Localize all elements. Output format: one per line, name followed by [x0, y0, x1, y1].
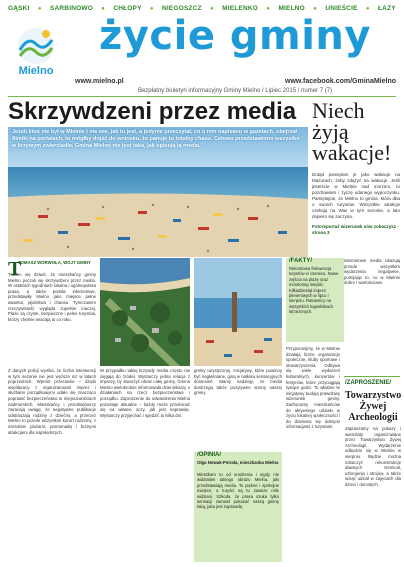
village-name: MIELNO [278, 5, 305, 12]
opinion-text: Mieszkam tu od urodzenia i nigdy nie widziałam takiego obrazu Mielna, jaki przedstawiają media. To piękne i spokojne miejsce, a turyści są tu zawsze mile widziani. Szkoda, że prasa szuka tylko sensacji zamiast pokazać naszą gminę taką, jaka jest naprawdę. [197, 472, 279, 510]
aerial-photo [100, 258, 190, 366]
mielno-logo [6, 22, 66, 78]
main-headline: Skrzywdzeni przez media [8, 98, 297, 125]
separator-dot: ● [101, 5, 106, 12]
invitation-title: Towarzystwo Żywej Archeologii [345, 390, 402, 423]
separator-dot: ● [365, 5, 370, 12]
article-column-4: Przypomnijmy, że w Mielnie działają liczne organizacje społeczne, kluby sportowe i stowarzyszenia. Odbywa się wiele wydarzeń kulturalnych, koncertów i festynów, które przyciągają tysiące gości. To właśnie te inicjatywy budują prawdziwy wizerunek gminy. Zachęcamy mieszkańców do aktywnego udziału w życiu lokalnej społeczności i do dzielenia się dobrymi informacjami z turystami. [286, 346, 340, 430]
invitation-heading: /ZAPROSZENIE/ [345, 380, 392, 386]
separator-dot: ● [149, 5, 154, 12]
article-column-1: Trudno się dziwić, że mieszkańcy gminy Mielno poczuli się skrzywdzeni przez media. W ostatnich tygodniach lokalna i ogólnopolska prasa, a także portale internetowe, przedstawiły Mielno jako miejsce pełne awantur, pijaństwa i chaosu. Tymczasem rzeczywistość wygląda zupełnie inaczej. Plaże są czyste, bezpieczne i pełne turystów, którzy chętnie wracają tu co roku. [8, 272, 96, 322]
opinion-heading: /OPINIA/ [197, 452, 222, 458]
article-column-1b: Z danych policji wynika, że liczba interwencji w tym sezonie nie jest wyższa niż w latach poprzednich. Wprost przeciwnie – dzięki współpracy z organizatorami imprez i służbami porządkowymi udało się znacząco poprawić bezpieczeństwo w miejscowościach nadmorskich. Mieszkańcy i przedsiębiorcy zwracają uwagę, że negatywne publikacje odstraszają rodziny z dziećmi, a przecież Mielno to przede wszystkim kurort rodzinny, z szerokimi plażami, promenadą i licznymi atrakcjami dla najmłodszych. [8, 368, 96, 435]
village-name: CHŁOPY [113, 5, 142, 12]
bulletin-line: Bezpłatny biuletyn informacyjny Gminy Mielno / Lipiec 2015 / numer 7 (7) [137, 88, 333, 94]
village-name: UNIEŚCIE [325, 5, 358, 12]
sidebar-column: internetowe media ukazują przede wszystkim wydarzenia negatywne, pomijając to, co w Mielnie dobre i wartościowe. [344, 258, 400, 286]
invitation-text: Zapraszamy na pokazy i warsztaty organizowane przez Towarzystwo Żywej Archeologii. Wydarzenie odbędzie się w Mielnie w sierpniu. Będzie można zobaczyć rekonstrukcje dawnych rzemiosł, uzbrojenia i strojów, a także wziąć udział w zajęciach dla dzieci i dorosłych. [345, 426, 401, 487]
village-name: MIELENKO [222, 5, 259, 12]
separator-dot: ● [266, 5, 271, 12]
separator-dot: ● [37, 5, 42, 12]
opinion-author: Olga Nowak-Pstrała, mieszkanka Mielna [197, 460, 279, 465]
masthead-title: życie gminy [99, 13, 371, 59]
sidebar-intro: Dotąd pamiętam je jako wakacje na Mazurach, żeby zdążyć na wakacje. Jeśli jesteście w Mielnie nad morzem, to pozdrawiam i życzę udanego wypoczynku. Pamiętajcie, że Mielno to gmina, która dba o swoich turystów. Wszystkie atrakcje czekają na Was w tym sezonie, a lato dopiero się zaczyna. [312, 172, 400, 219]
photo-lead-text: Jeżeli ktoś nie był w Mielnie i nie wie, jak tu jest, a jedynie przeczytał, co o nim napisano w gazetach, obejrzał filmiki na portalach, to mógłby dojść do wniosku, że panuje tu totalny chaos. Celowo przedstawiono wszystko w krzywym zwierciadle. Gmina Mielno nie jest taka, jak opisują ją media. [12, 129, 300, 150]
pier-photo [194, 258, 282, 366]
facts-heading: /FAKTY/ [289, 258, 313, 264]
sidebar-heading: Niech żyją wakacje! [312, 98, 392, 165]
logo-text: Mielno [18, 65, 54, 77]
facts-text: Rekordowa frekwencja turystów w czerwcu. Nowe zejścia na plażę oraz monitoring miejski. Kilkadziesiąt imprez plenerowych w lipcu i sierpniu. Ratownicy na wszystkich kąpieliskach strzeżonych. [289, 266, 339, 315]
village-name: GĄSKI [8, 5, 30, 12]
sidebar-rule [344, 376, 400, 377]
village-name: SARBINOWO [49, 5, 93, 12]
separator-dot: ● [313, 5, 318, 12]
article-column-3: gminy turystycznej. Inicjatywy, które powinny być nagłaśniane, giną w natłoku sensacyjnych doniesień. Mamy nadzieję, że media dostrzegą także pozytywne strony naszej gminy. [194, 368, 282, 396]
masthead-rule [8, 96, 396, 97]
drop-cap: T [8, 258, 22, 280]
village-name: ŁAZY [378, 5, 396, 12]
website-link[interactable]: www.mielno.pl [75, 78, 124, 85]
village-name: NIEGOSZCZ [162, 5, 202, 12]
article-column-2: W przypadku takiej krzywdy media często nie sięgają do źródeł. Wystarczy jedna relacja z imprezy, by stworzyć obraz całej gminy. Gmina Mielno wielokrotnie informowała dziennikarzy o działaniach na rzecz bezpieczeństwa i porządku. Zaproszenie do odwiedzenia Mielna pozostaje aktualne – każdy może przekonać się na własne oczy, jak jest naprawdę. Wystarczy przyjechać i spędzić tu kilka dni. [100, 368, 190, 418]
author-line: TOMASZ WORWOŁA, WÓJT GMINY [18, 260, 91, 265]
separator-dot: ● [210, 5, 214, 12]
facebook-link[interactable]: www.facebook.com/GminaMielno [285, 78, 396, 85]
sidebar-caption: Fotoreportaż wizerunek sów zobaczysz - strona 3 [312, 224, 399, 235]
